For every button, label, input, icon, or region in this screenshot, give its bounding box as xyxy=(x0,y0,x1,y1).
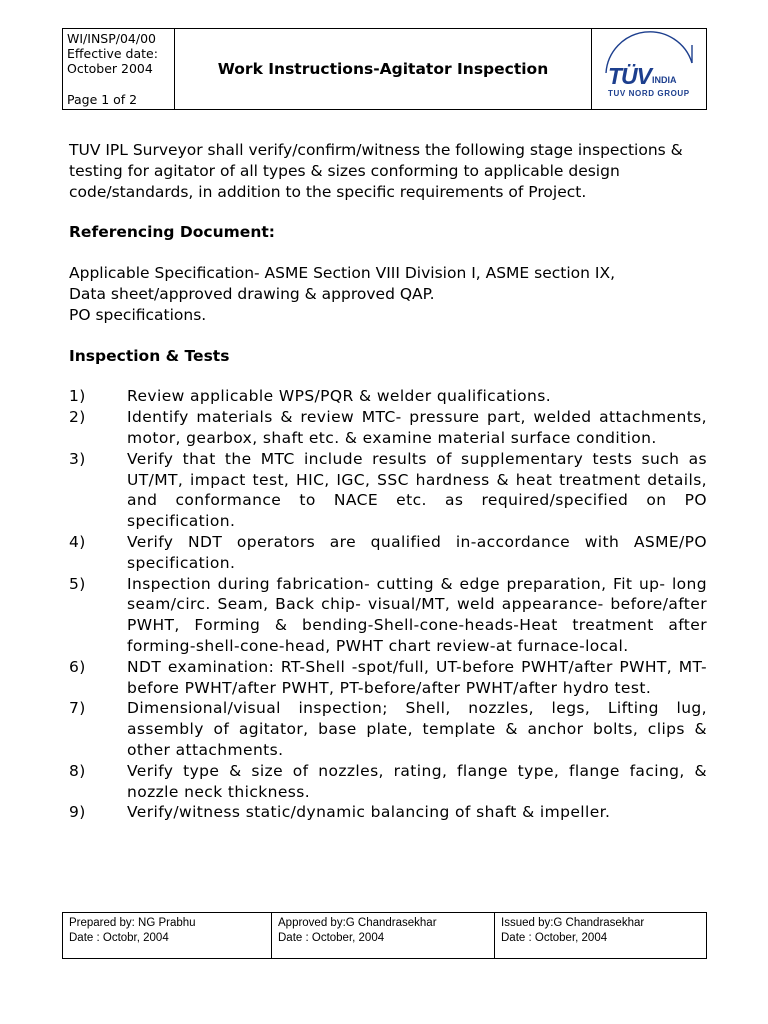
item-text: Review applicable WPS/PQR & welder qualifications. xyxy=(127,387,552,406)
item-number: 2) xyxy=(69,408,86,427)
logo-country: INDIA xyxy=(652,75,677,85)
referencing-line: Data sheet/approved drawing & approved QAP. xyxy=(69,284,435,303)
footer-issued xyxy=(495,913,706,958)
item-number: 1) xyxy=(69,387,86,406)
item-text: Verify/witness static/dynamic balancing of shaft & impeller. xyxy=(127,803,611,822)
referencing-list xyxy=(69,263,707,325)
footer-approved xyxy=(272,913,495,958)
effective-date: October 2004 xyxy=(67,61,153,76)
tuv-logo xyxy=(592,29,706,109)
item-text: Verify NDT operators are qualified in-accordance with ASME/PO specification. xyxy=(127,532,707,572)
list-item xyxy=(69,407,707,449)
prepared-date: Date : Octobr, 2004 xyxy=(69,932,169,944)
item-number: 8) xyxy=(69,761,86,780)
logo-brand: TÜV xyxy=(608,63,651,89)
inspection-heading: Inspection & Tests xyxy=(69,346,230,365)
list-item xyxy=(69,802,707,823)
item-number: 5) xyxy=(69,574,86,593)
item-number: 3) xyxy=(69,449,86,468)
referencing-heading: Referencing Document: xyxy=(69,223,275,242)
item-text: NDT examination: RT-Shell -spot/full, UT-before PWHT/after PWHT, MT-before PWHT/after PWHT, PT-before/after PWHT/after hydro test. xyxy=(127,657,707,697)
approved-by: Approved by:G Chandrasekhar xyxy=(278,917,437,929)
item-text: Verify that the MTC include results of supplementary tests such as UT/MT, impact test, HIC, IGC, SSC hardness & heat treatment details, and conformance to NACE etc. as required/specified on PO specification. xyxy=(127,449,707,531)
item-number: 9) xyxy=(69,803,86,822)
item-number: 6) xyxy=(69,657,86,676)
doc-id: WI/INSP/04/00 xyxy=(67,31,157,46)
issued-by: Issued by:G Chandrasekhar xyxy=(501,917,645,929)
list-item xyxy=(69,386,707,407)
header-doc-info xyxy=(63,29,175,109)
item-number: 4) xyxy=(69,532,86,551)
list-item xyxy=(69,761,707,803)
list-item xyxy=(69,657,707,699)
list-item xyxy=(69,698,707,760)
referencing-line: PO specifications. xyxy=(69,305,207,324)
list-item xyxy=(69,532,707,574)
approved-date: Date : October, 2004 xyxy=(278,932,385,944)
referencing-line: Applicable Specification- ASME Section VIII Division I, ASME section IX, xyxy=(69,264,616,283)
page-number: Page 1 of 2 xyxy=(67,92,138,107)
item-text: Inspection during fabrication- cutting & edge preparation, Fit up- long seam/circ. Seam, Back chip- visual/MT, weld appearance- before/after PWHT, Forming & bending-Shell-cone-heads-Heat treatment after forming-shell-cone-head, PWHT chart review-at furnace-local. xyxy=(127,574,707,655)
document-title: Work Instructions-Agitator Inspection xyxy=(175,29,592,109)
prepared-by: Prepared by: NG Prabhu xyxy=(69,917,196,929)
issued-date: Date : October, 2004 xyxy=(501,932,608,944)
item-number: 7) xyxy=(69,699,86,718)
inspection-list xyxy=(69,386,707,823)
item-text: Verify type & size of nozzles, rating, flange type, flange facing, & nozzle neck thickness. xyxy=(127,761,707,801)
document-header xyxy=(62,28,707,110)
footer-prepared xyxy=(63,913,272,958)
effective-label: Effective date: xyxy=(67,46,158,61)
list-item xyxy=(69,449,707,532)
document-footer xyxy=(62,912,707,959)
list-item xyxy=(69,574,707,657)
item-text: Identify materials & review MTC- pressure part, welded attachments, motor, gearbox, shaft etc. & examine material surface condition. xyxy=(127,408,707,447)
intro-paragraph: TUV IPL Surveyor shall verify/confirm/witness the following stage inspections & testing for agitator of all types & sizes conforming to applicable design code/standards, in addition to the specific requirements of Project. xyxy=(69,141,683,201)
item-text: Dimensional/visual inspection; Shell, nozzles, legs, Lifting lug, assembly of agitator, base plate, template & anchor bolts, clips & other attachments. xyxy=(127,699,707,759)
logo-group: TUV NORD GROUP xyxy=(608,89,690,98)
document-body xyxy=(69,140,707,823)
